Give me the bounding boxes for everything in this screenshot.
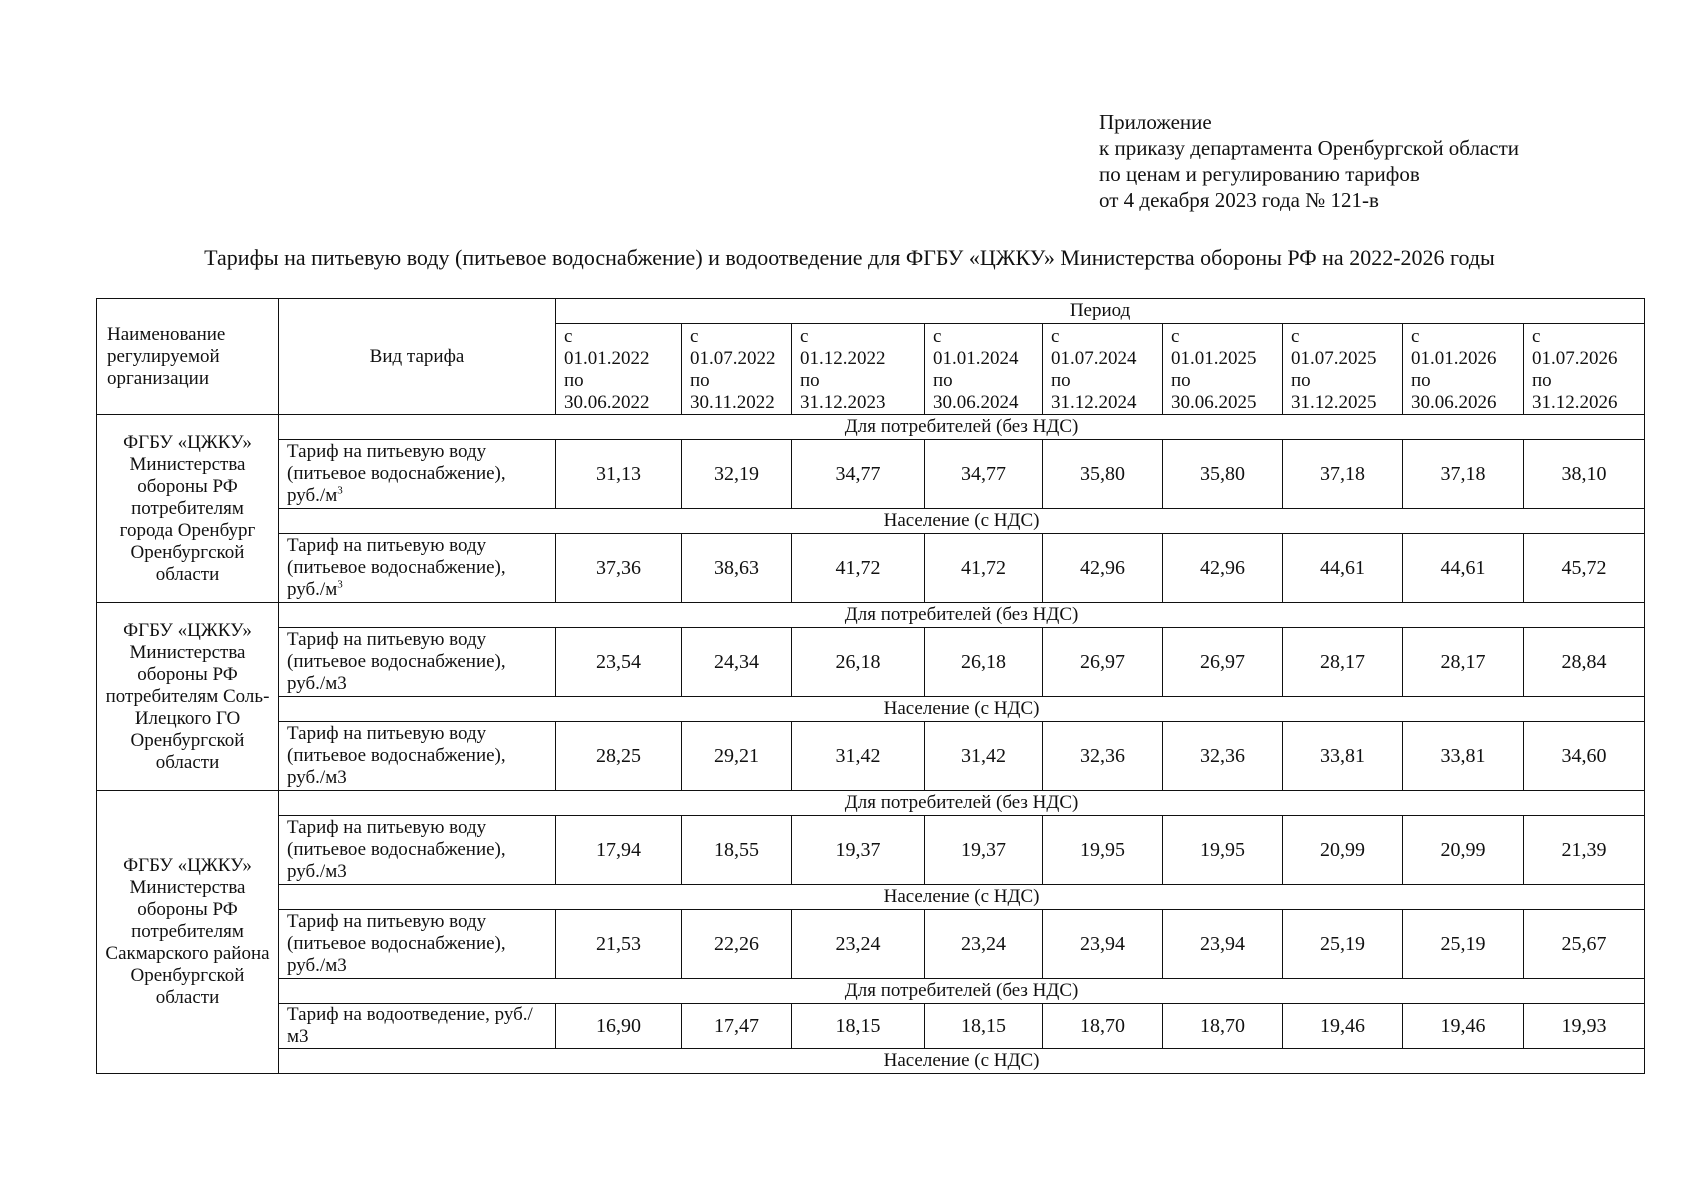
period-from: 01.01.2026 — [1411, 348, 1497, 369]
tariff-value: 37,18 — [1283, 440, 1403, 509]
tariff-value: 28,17 — [1403, 628, 1524, 697]
document-title: Тарифы на питьевую воду (питьевое водоснабжение) и водоотведение для ФГБУ «ЦЖКУ» Министерства обороны РФ на 2022-2026 годы — [204, 245, 1495, 270]
period-po: по — [1051, 370, 1071, 391]
tariff-table — [96, 298, 1645, 1074]
tariff-value: 31,42 — [925, 722, 1043, 791]
tariff-name: Тариф на питьевую воду (питьевое водоснабжение), руб./м3 — [279, 910, 556, 979]
period-from: 01.07.2026 — [1532, 348, 1618, 369]
period-po: по — [564, 370, 584, 391]
tariff-value: 29,21 — [682, 722, 792, 791]
period-header-cell — [1283, 324, 1403, 415]
period-header-cell — [925, 324, 1043, 415]
tariff-value: 44,61 — [1283, 534, 1403, 603]
period-header-cell — [792, 324, 925, 415]
period-s: с — [690, 326, 699, 347]
tariff-value: 20,99 — [1403, 816, 1524, 885]
period-po: по — [1291, 370, 1311, 391]
appendix-line: по ценам и регулированию тарифов — [1099, 162, 1420, 186]
appendix-line: Приложение — [1099, 110, 1212, 134]
tariff-value: 21,53 — [556, 910, 682, 979]
tariff-value: 32,36 — [1163, 722, 1283, 791]
tariff-value: 26,97 — [1043, 628, 1163, 697]
period-to: 30.11.2022 — [690, 392, 775, 413]
period-po: по — [1532, 370, 1552, 391]
period-s: с — [1291, 326, 1300, 347]
period-header-cell — [1163, 324, 1283, 415]
tariff-name: Тариф на питьевую воду (питьевое водоснабжение), $руб./м^3$ — [279, 440, 556, 509]
tariff-value: 34,77 — [792, 440, 925, 509]
period-from: 01.01.2024 — [933, 348, 1019, 369]
period-s: с — [1171, 326, 1180, 347]
tariff-name: Тариф на питьевую воду (питьевое водоснабжение), руб./м3 — [279, 722, 556, 791]
tariff-value: 21,39 — [1524, 816, 1645, 885]
appendix-line: от 4 декабря 2023 года № 121-в — [1099, 188, 1379, 212]
tariff-value: 19,93 — [1524, 1004, 1645, 1049]
org-name: ФГБУ «ЦЖКУ» Министерства обороны РФ потребителям Сакмарского района Оренбургской области — [97, 791, 279, 1074]
tariff-value: 25,19 — [1403, 910, 1524, 979]
period-from: 01.12.2022 — [800, 348, 886, 369]
tariff-value: 23,94 — [1163, 910, 1283, 979]
tariff-value: 17,94 — [556, 816, 682, 885]
tariff-value: 42,96 — [1043, 534, 1163, 603]
tariff-value: 35,80 — [1043, 440, 1163, 509]
table-row — [97, 440, 1645, 509]
tariff-value: 33,81 — [1403, 722, 1524, 791]
period-to: 31.12.2023 — [800, 392, 886, 413]
period-from: 01.07.2024 — [1051, 348, 1137, 369]
period-from: 01.01.2025 — [1171, 348, 1257, 369]
period-s: с — [1532, 326, 1541, 347]
tariff-value: 23,24 — [925, 910, 1043, 979]
tariff-value: 22,26 — [682, 910, 792, 979]
period-from: 01.07.2022 — [690, 348, 776, 369]
tariff-value: 19,95 — [1043, 816, 1163, 885]
tariff-value: 31,42 — [792, 722, 925, 791]
table-row — [97, 722, 1645, 791]
tariff-value: 38,10 — [1524, 440, 1645, 509]
period-po: по — [800, 370, 820, 391]
period-po: по — [933, 370, 953, 391]
header-period: Период — [556, 299, 1645, 324]
period-header-cell — [1524, 324, 1645, 415]
subheader-consumers: Для потребителей (без НДС) — [279, 791, 1645, 816]
tariff-value: 45,72 — [1524, 534, 1645, 603]
period-po: по — [1411, 370, 1431, 391]
tariff-value: 26,18 — [925, 628, 1043, 697]
tariff-value: 19,37 — [792, 816, 925, 885]
tariff-value: 41,72 — [792, 534, 925, 603]
org-name: ФГБУ «ЦЖКУ» Министерства обороны РФ потребителям города Оренбург Оренбургской области — [97, 415, 279, 603]
period-to: 31.12.2025 — [1291, 392, 1377, 413]
period-s: с — [1051, 326, 1060, 347]
tariff-value: 18,15 — [792, 1004, 925, 1049]
tariff-value: 26,18 — [792, 628, 925, 697]
period-to: 31.12.2026 — [1532, 392, 1618, 413]
period-header-cell — [1043, 324, 1163, 415]
period-to: 30.06.2022 — [564, 392, 650, 413]
tariff-value: 31,13 — [556, 440, 682, 509]
table-row — [97, 1004, 1645, 1049]
appendix-line: к приказу департамента Оренбургской области — [1099, 136, 1519, 160]
tariff-value: 42,96 — [1163, 534, 1283, 603]
tariff-value: 28,17 — [1283, 628, 1403, 697]
tariff-value: 19,95 — [1163, 816, 1283, 885]
tariff-value: 44,61 — [1403, 534, 1524, 603]
tariff-value: 28,25 — [556, 722, 682, 791]
tariff-name: Тариф на водоотведение, руб./м3 — [279, 1004, 556, 1049]
tariff-value: 37,36 — [556, 534, 682, 603]
tariff-value: 26,97 — [1163, 628, 1283, 697]
tariff-value: 20,99 — [1283, 816, 1403, 885]
table-row — [97, 910, 1645, 979]
period-header-cell — [682, 324, 792, 415]
tariff-value: 35,80 — [1163, 440, 1283, 509]
tariff-value: 34,77 — [925, 440, 1043, 509]
tariff-value: 25,19 — [1283, 910, 1403, 979]
tariff-value: 34,60 — [1524, 722, 1645, 791]
tariff-value: 18,70 — [1163, 1004, 1283, 1049]
tariff-value: 19,46 — [1283, 1004, 1403, 1049]
tariff-value: 23,94 — [1043, 910, 1163, 979]
appendix-note — [1099, 109, 1519, 213]
period-to: 30.06.2024 — [933, 392, 1019, 413]
tariff-value: 18,70 — [1043, 1004, 1163, 1049]
subheader-consumers: Для потребителей (без НДС) — [279, 979, 1645, 1004]
period-from: 01.01.2022 — [564, 348, 650, 369]
period-s: с — [933, 326, 942, 347]
tariff-value: 18,55 — [682, 816, 792, 885]
header-tariff-type: Вид тарифа — [279, 299, 556, 415]
tariff-value: 41,72 — [925, 534, 1043, 603]
table-row — [97, 628, 1645, 697]
tariff-value: 25,67 — [1524, 910, 1645, 979]
tariff-value: 17,47 — [682, 1004, 792, 1049]
tariff-value: 24,34 — [682, 628, 792, 697]
table-row — [97, 534, 1645, 603]
tariff-value: 23,24 — [792, 910, 925, 979]
subheader-consumers: Для потребителей (без НДС) — [279, 415, 1645, 440]
subheader-population: Население (с НДС) — [279, 509, 1645, 534]
tariff-value: 32,36 — [1043, 722, 1163, 791]
tariff-value: 18,15 — [925, 1004, 1043, 1049]
tariff-value: 19,46 — [1403, 1004, 1524, 1049]
period-s: с — [564, 326, 573, 347]
period-po: по — [690, 370, 710, 391]
period-header-cell — [1403, 324, 1524, 415]
tariff-value: 23,54 — [556, 628, 682, 697]
tariff-value: 32,19 — [682, 440, 792, 509]
period-to: 31.12.2024 — [1051, 392, 1137, 413]
period-to: 30.06.2025 — [1171, 392, 1257, 413]
header-org: Наименование регулируемой организации — [97, 299, 279, 415]
tariff-name: Тариф на питьевую воду (питьевое водоснабжение), руб./м3 — [279, 816, 556, 885]
subheader-consumers: Для потребителей (без НДС) — [279, 603, 1645, 628]
tariff-value: 16,90 — [556, 1004, 682, 1049]
subheader-population: Население (с НДС) — [279, 697, 1645, 722]
table-row — [97, 816, 1645, 885]
tariff-value: 19,37 — [925, 816, 1043, 885]
tariff-name: Тариф на питьевую воду (питьевое водоснабжение), руб./м3 — [279, 628, 556, 697]
tariff-name: Тариф на питьевую воду (питьевое водоснабжение), $руб./м^3$ — [279, 534, 556, 603]
period-s: с — [800, 326, 809, 347]
period-header-cell — [556, 324, 682, 415]
period-to: 30.06.2026 — [1411, 392, 1497, 413]
tariff-value: 28,84 — [1524, 628, 1645, 697]
period-from: 01.07.2025 — [1291, 348, 1377, 369]
subheader-population: Население (с НДС) — [279, 885, 1645, 910]
period-s: с — [1411, 326, 1420, 347]
period-po: по — [1171, 370, 1191, 391]
tariff-value: 37,18 — [1403, 440, 1524, 509]
tariff-value: 38,63 — [682, 534, 792, 603]
tariff-value: 33,81 — [1283, 722, 1403, 791]
org-name: ФГБУ «ЦЖКУ» Министерства обороны РФ потребителям Соль-Илецкого ГО Оренбургской области — [97, 603, 279, 791]
subheader-population: Население (с НДС) — [279, 1049, 1645, 1074]
